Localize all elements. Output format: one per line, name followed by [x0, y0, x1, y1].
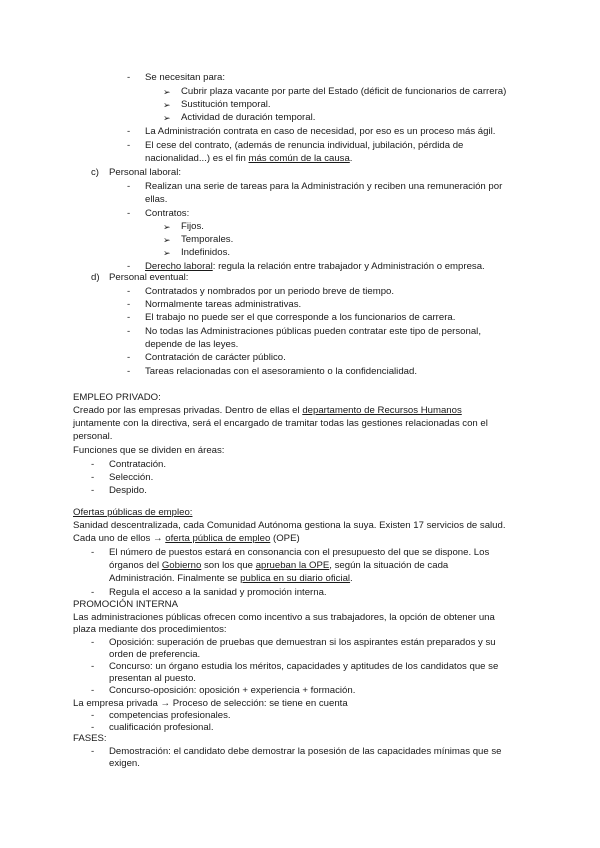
section-c-title: Personal laboral:	[109, 167, 181, 178]
eventual-item: El trabajo no puede ser el que corresponde a los funcionarios de carrera.	[145, 312, 456, 323]
section-d-marker: d)	[91, 272, 100, 283]
dash-bullet: -	[127, 366, 131, 377]
concurso-oposicion: Concurso-oposición: oposición + experiencia + formación.	[109, 685, 356, 696]
eventual-item: Contratados y nombrados por un periodo breve de tiempo.	[145, 286, 395, 297]
dash-bullet: -	[127, 261, 131, 272]
concurso-line1: Concurso: un órgano estudia los méritos, capacidades y aptitudes de los candidatos que se	[109, 661, 499, 672]
gobierno-underlined: Gobierno	[161, 560, 202, 571]
contracts-label: Contratos:	[145, 208, 190, 219]
empleo-privado-heading: EMPLEO PRIVADO:	[73, 392, 161, 403]
ope-bullet1-line3: Administración. Finalmente se publica en su diario oficial.	[109, 573, 353, 584]
cese-text-line2: nacionalidad...) es el fin más común de la causa.	[145, 153, 353, 164]
dash-bullet: -	[91, 746, 95, 757]
dash-bullet: -	[91, 547, 95, 558]
need-item: Actividad de duración temporal.	[181, 112, 316, 123]
dash-bullet: -	[127, 312, 131, 323]
ofertas-heading: Ofertas públicas de empleo:	[73, 507, 193, 518]
dash-bullet: -	[91, 710, 95, 721]
dash-bullet: -	[127, 326, 131, 337]
derecho-laboral-text: Derecho laboral: regula la relación entre trabajador y Administración o empresa.	[145, 261, 485, 272]
ope-bullet1-line1: El número de puestos estará en consonancia con el presupuesto del que se dispone. Los	[109, 547, 490, 558]
dash-bullet: -	[127, 126, 131, 137]
area-item: Contratación.	[109, 459, 167, 470]
empleo-privado-p3: personal.	[73, 431, 113, 442]
dash-bullet: -	[127, 181, 131, 192]
dash-bullet: -	[91, 722, 95, 733]
eventual-item: Normalmente tareas administrativas.	[145, 299, 302, 310]
ope-underlined: oferta pública de empleo	[165, 533, 271, 544]
empleo-privado-p1: Creado por las empresas privadas. Dentro de ellas el departamento de Recursos Humanos	[73, 405, 462, 416]
empleo-privado-p2: juntamente con la directiva, será el encargado de tramitar todas las gestiones relacionadas con el	[73, 418, 488, 429]
tasks-line2: ellas.	[145, 194, 168, 205]
dash-bullet: -	[127, 140, 131, 151]
empresa-item: cualificación profesional.	[109, 722, 214, 733]
areas-label: Funciones que se dividen en áreas:	[73, 445, 225, 456]
dash-bullet: -	[127, 286, 131, 297]
cese-text-line1: El cese del contrato, (además de renuncia individual, jubilación, pérdida de	[145, 140, 464, 151]
dash-bullet: -	[91, 485, 95, 496]
cese-underlined: más común de la causa	[248, 153, 350, 164]
section-d-title: Personal eventual:	[109, 272, 189, 283]
arrow-bullet-icon: ➢	[163, 87, 171, 97]
publica-underlined: publica en su diario oficial	[240, 573, 351, 584]
area-item: Selección.	[109, 472, 154, 483]
dash-bullet: -	[91, 685, 95, 696]
dash-bullet: -	[91, 661, 95, 672]
demostracion-line2: exigen.	[109, 758, 140, 769]
promocion-heading: PROMOCIÓN INTERNA	[73, 599, 179, 610]
ofertas-p1: Sanidad descentralizada, cada Comunidad Autónoma gestiona la suya. Existen 17 servicios de salud.	[73, 520, 506, 531]
demostracion-line1: Demostración: el candidato debe demostrar la posesión de las capacidades mínimas que se	[109, 746, 502, 757]
eventual-item: Tareas relacionadas con el asesoramiento o la confidencialidad.	[145, 366, 417, 377]
admin-contract-text: La Administración contrata en caso de necesidad, por eso es un proceso más ágil.	[145, 126, 496, 137]
eventual-item: Contratación de carácter público.	[145, 352, 286, 363]
arrow-bullet-icon: ➢	[163, 113, 171, 123]
dash-bullet: -	[91, 587, 95, 598]
arrow-bullet-icon: ➢	[163, 100, 171, 110]
needs-label: Se necesitan para:	[145, 72, 226, 83]
eventual-item: No todas las Administraciones públicas pueden contratar este tipo de personal,	[145, 326, 481, 337]
ope-bullet2: Regula el acceso a la sanidad y promoción interna.	[109, 587, 327, 598]
dash-bullet: -	[127, 352, 131, 363]
empresa-item: competencias profesionales.	[109, 710, 231, 721]
need-item: Sustitución temporal.	[181, 99, 271, 110]
contract-item: Fijos.	[181, 221, 204, 232]
dash-bullet: -	[127, 299, 131, 310]
ope-bullet1-line2: órganos del Gobierno son los que aprueban la OPE, según la situación de cada	[109, 560, 449, 571]
promocion-p1: Las administraciones públicas ofrecen como incentivo a sus trabajadores, la opción de obtener una	[73, 612, 495, 623]
section-c-marker: c)	[91, 167, 99, 178]
dash-bullet: -	[91, 472, 95, 483]
ofertas-p2: Cada uno de ellos → oferta pública de empleo (OPE)	[73, 533, 300, 544]
arrow-bullet-icon: ➢	[163, 222, 171, 232]
contract-item: Indefinidos.	[181, 247, 231, 258]
arrow-bullet-icon: ➢	[163, 235, 171, 245]
derecho-laboral-underlined: Derecho laboral	[145, 261, 213, 272]
arrow-bullet-icon: ➢	[163, 248, 171, 258]
rrhh-underlined: departamento de Recursos Humanos	[302, 405, 462, 416]
need-item: Cubrir plaza vacante por parte del Estado (déficit de funcionarios de carrera)	[181, 86, 507, 97]
eventual-item-cont: depende de las leyes.	[145, 339, 239, 350]
dash-bullet: -	[91, 637, 95, 648]
fases-heading: FASES:	[73, 733, 107, 744]
contract-item: Temporales.	[181, 234, 234, 245]
dash-bullet: -	[127, 208, 131, 219]
oposicion-line1: Oposición: superación de pruebas que demuestran si los aspirantes están preparados y su	[109, 637, 496, 648]
dash-bullet: -	[127, 72, 131, 83]
empresa-privada-line: La empresa privada → Proceso de selección: se tiene en cuenta	[73, 698, 348, 709]
aprueban-underlined: aprueban la OPE	[255, 560, 330, 571]
promocion-p2: plaza mediante dos procedimientos:	[73, 624, 227, 635]
tasks-line1: Realizan una serie de tareas para la Administración y reciben una remuneración por	[145, 181, 503, 192]
area-item: Despido.	[109, 485, 147, 496]
dash-bullet: -	[91, 459, 95, 470]
oposicion-line2: orden de preferencia.	[109, 649, 201, 660]
concurso-line2: presentan al puesto.	[109, 673, 196, 684]
